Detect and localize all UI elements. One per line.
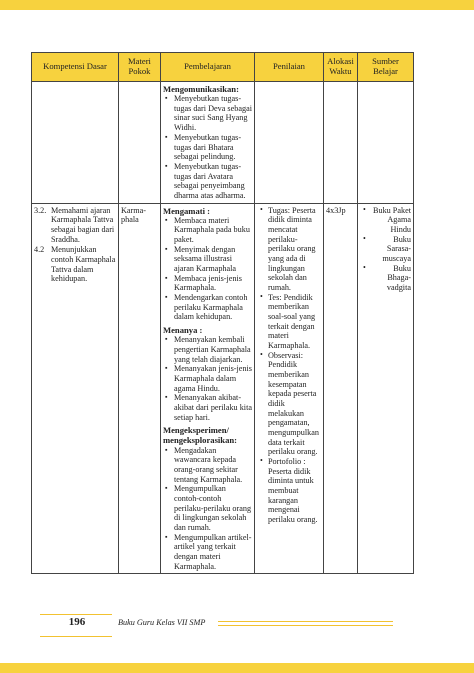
bottom-accent-bar bbox=[0, 663, 474, 673]
list-item: ▪ Menanyakan kembali pengertian Karmaphala yang telah diajarkan. bbox=[174, 335, 252, 364]
page-footer bbox=[0, 612, 474, 642]
activity-list bbox=[163, 216, 252, 322]
page-number: 196 bbox=[68, 616, 86, 628]
header-pembelajaran: Pembelajaran bbox=[161, 53, 255, 82]
activity-list bbox=[163, 94, 252, 200]
section-heading: Mengamati : bbox=[163, 205, 211, 216]
list-item: ▪ Membaca jenis-jenis Karmaphala. bbox=[174, 274, 252, 293]
kompetensi-text: Menunjukkan contoh Karmaphala Tattva dalam kehidupan. bbox=[51, 245, 116, 284]
list-item: ▪ Mendengarkan contoh perilaku Karmaphala dalam kehidupan. bbox=[174, 293, 252, 322]
list-item: • Buku Bhaga-vadgita bbox=[371, 264, 411, 293]
kompetensi-text: Memahami ajaran Karmaphala Tattva sebagai bagian dari Sraddha. bbox=[51, 205, 115, 244]
kompetensi-number: 4.2 bbox=[34, 245, 45, 255]
list-item: ▪ Mengumpulkan contoh-contoh perilaku-perilaku orang di lingkungan sekolah dan rumah. bbox=[174, 484, 252, 532]
kompetensi-item bbox=[34, 206, 116, 245]
cell-penilaian bbox=[255, 203, 324, 574]
list-item: ▪ Membaca materi Karmaphala pada buku paket. bbox=[174, 216, 252, 245]
cell-materi bbox=[119, 203, 161, 574]
syllabus-table bbox=[31, 52, 414, 574]
materi-text: Karma-phala bbox=[121, 205, 147, 225]
kompetensi-item bbox=[34, 245, 116, 284]
list-item: ▪ Mengadakan wawancara kepada orang-orang sekitar tentang Karmaphala. bbox=[174, 446, 252, 485]
activity-list bbox=[163, 446, 252, 572]
list-item: • Portofolio : Peserta didik diminta untuk membuat karangan mengenai perilaku orang. bbox=[268, 457, 321, 525]
list-item: ▪ Menyimak dengan seksama illustrasi ajaran Karmaphala bbox=[174, 245, 252, 274]
header-sumber-belajar: Sumber Belajar bbox=[358, 53, 414, 82]
header-kompetensi-dasar: Kompetensi Dasar bbox=[32, 53, 119, 82]
list-item: ▪ Menanyakan jenis-jenis Karmaphala dalam agama Hindu. bbox=[174, 364, 252, 393]
cell-empty bbox=[119, 82, 161, 204]
list-item: ▪ Menyebutkan tugas-tugas dari Deva sebagai sinar suci Sang Hyang Widhi. bbox=[174, 94, 252, 133]
list-item: ▪ Mengumpulkan artikel-artikel yang terkait dengan materi Karmaphala. bbox=[174, 533, 252, 572]
cell-empty bbox=[324, 82, 358, 204]
list-item: • Buku Paket Agama Hindu bbox=[371, 206, 411, 235]
list-item: • Observasi: Pendidik memberikan kesempatan kepada peserta didik melakukan pengamatan, mengumpulkan data terkait perilaku orang. bbox=[268, 351, 321, 457]
header-materi-pokok: Materi Pokok bbox=[119, 53, 161, 82]
cell-empty bbox=[358, 82, 414, 204]
footer-line bbox=[40, 614, 112, 615]
footer-book-title: Buku Guru Kelas VII SMP bbox=[118, 618, 206, 627]
section-heading: Menanya : bbox=[163, 325, 203, 336]
list-item: ▪ Menyebutkan tugas-tugas dari Bhatara sebagai pelindung. bbox=[174, 133, 252, 162]
section-heading: Mengomunikasikan: bbox=[163, 84, 239, 94]
list-item: ▪ Menanyakan akibat-akibat dari perilaku kita setiap hari. bbox=[174, 393, 252, 422]
table-row bbox=[32, 203, 414, 574]
header-alokasi-waktu: Alokasi Waktu bbox=[324, 53, 358, 82]
section-heading: Mengeksperimen/ mengeksplorasikan: bbox=[163, 425, 238, 446]
cell-kompetensi bbox=[32, 203, 119, 574]
top-accent-bar bbox=[0, 0, 474, 10]
table-row bbox=[32, 82, 414, 204]
cell-pembelajaran bbox=[161, 82, 255, 204]
list-item: • Tugas: Peserta didik diminta mencatat perilaku-perilaku orang yang ada di lingkungan sekolah dan rumah. bbox=[268, 206, 321, 293]
source-list bbox=[360, 206, 411, 293]
footer-line bbox=[218, 625, 393, 626]
kompetensi-number: 3.2. bbox=[34, 205, 47, 215]
footer-line bbox=[40, 636, 112, 637]
list-item: • Buku Sarasa-muscaya bbox=[371, 235, 411, 264]
cell-alokasi bbox=[324, 203, 358, 574]
list-item: ▪ Menyebutkan tugas-tugas dari Avatara sebagai penyeimbang dharma atas adharma. bbox=[174, 162, 252, 201]
cell-sumber bbox=[358, 203, 414, 574]
alokasi-text: 4x3Jp bbox=[326, 205, 346, 215]
assessment-list bbox=[257, 206, 321, 525]
cell-empty bbox=[32, 82, 119, 204]
cell-empty bbox=[255, 82, 324, 204]
activity-list bbox=[163, 335, 252, 422]
cell-pembelajaran bbox=[161, 203, 255, 574]
header-penilaian: Penilaian bbox=[255, 53, 324, 82]
list-item: • Tes: Pendidik memberikan soal-soal yang terkait dengan materi Karmaphala. bbox=[268, 293, 321, 351]
footer-line bbox=[218, 621, 393, 622]
table-header-row bbox=[32, 53, 414, 82]
